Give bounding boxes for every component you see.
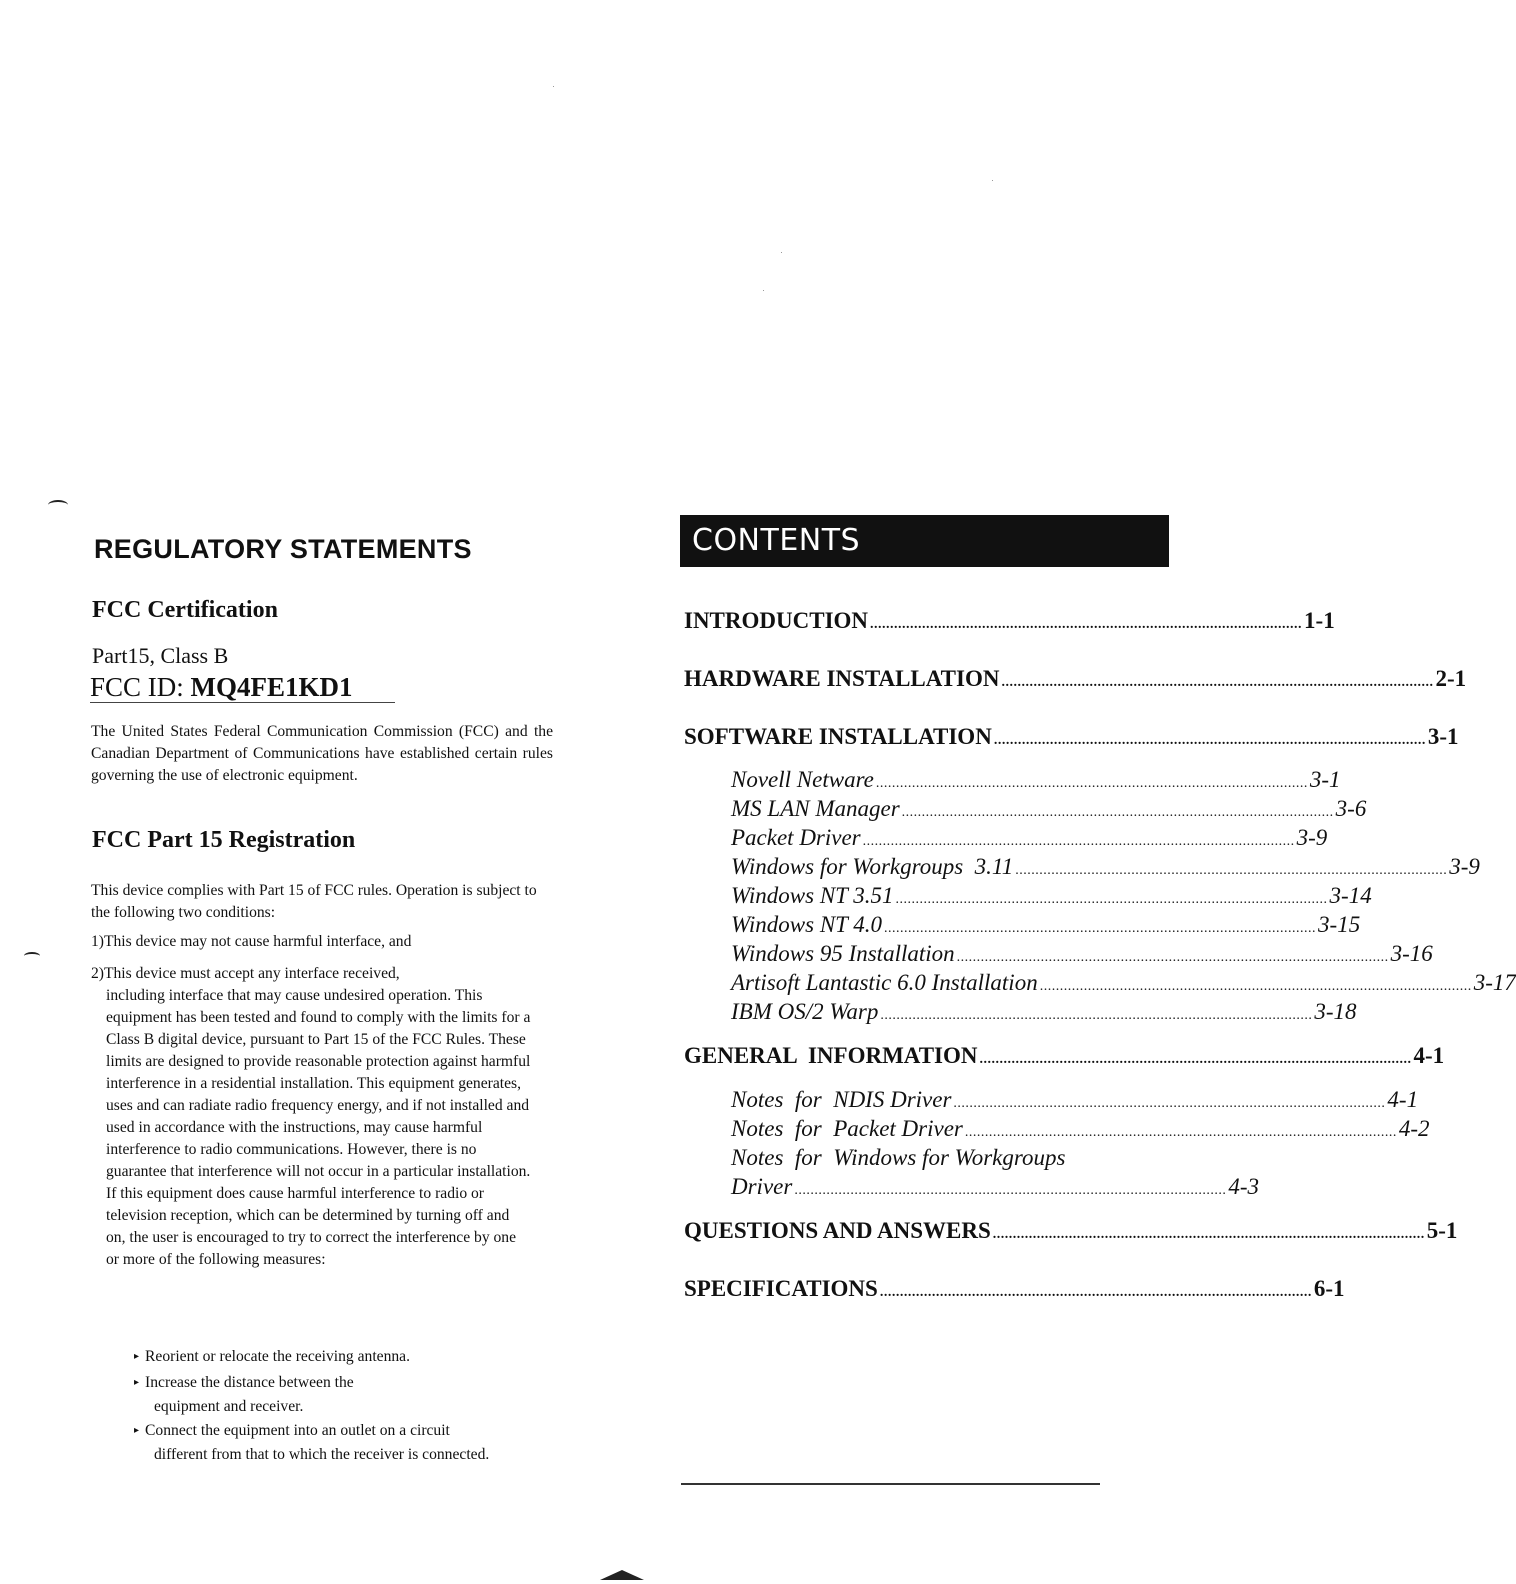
toc-page-number: 3-16 bbox=[1390, 941, 1433, 966]
contents-banner bbox=[680, 515, 1169, 567]
fcc-certification-heading: FCC Certification bbox=[92, 597, 278, 623]
bullet-icon: ▸ bbox=[134, 1377, 140, 1388]
toc-label: Driver bbox=[731, 1174, 793, 1199]
toc-leader-dots: ............................................................................................................ bbox=[956, 950, 1389, 965]
toc-leader-dots: ............................................................................................................ bbox=[901, 805, 1334, 820]
toc-label: INTRODUCTION bbox=[684, 608, 869, 633]
toc-label: Windows 95 Installation bbox=[731, 941, 955, 966]
toc-entry-specifications[interactable] bbox=[684, 1276, 1345, 1302]
part-class-text: Part15, Class B bbox=[92, 643, 229, 668]
fcc-id-label: FCC ID: bbox=[90, 672, 191, 702]
bullet-text: Reorient or relocate the receiving antenna. bbox=[145, 1348, 410, 1365]
toc-page-number: 3-17 bbox=[1473, 970, 1516, 995]
toc-leader-dots: ............................................................................................................ bbox=[879, 1285, 1312, 1300]
toc-entry-software-installation[interactable] bbox=[684, 724, 1459, 750]
toc-leader-dots: ............................................................................................................ bbox=[862, 834, 1295, 849]
toc-subentry-notes-wfw[interactable]: Notes for Windows for Workgroups bbox=[731, 1145, 1066, 1170]
toc-page-number: 3-9 bbox=[1449, 854, 1480, 879]
toc-label: SPECIFICATIONS bbox=[684, 1276, 878, 1301]
toc-page-number: 4-1 bbox=[1387, 1087, 1419, 1112]
toc-leader-dots: ............................................................................................................ bbox=[1015, 863, 1448, 878]
toc-leader-dots: ............................................................................................................ bbox=[964, 1125, 1397, 1140]
toc-label: Notes for NDIS Driver bbox=[731, 1087, 952, 1112]
toc-subentry-notes-ndis[interactable] bbox=[731, 1087, 1419, 1113]
toc-label: Packet Driver bbox=[731, 825, 861, 850]
measure-bullet bbox=[134, 1372, 534, 1418]
toc-subentry-artisoft-lantastic[interactable] bbox=[731, 970, 1516, 996]
toc-label: QUESTIONS AND ANSWERS bbox=[684, 1218, 991, 1243]
toc-subentry-windows-for-workgroups[interactable] bbox=[731, 854, 1480, 880]
toc-label: HARDWARE INSTALLATION bbox=[684, 666, 1000, 691]
toc-entry-questions-answers[interactable] bbox=[684, 1218, 1458, 1244]
condition-1: 1)This device may not cause harmful interface, and bbox=[91, 933, 412, 950]
toc-page-number: 1-1 bbox=[1304, 608, 1335, 633]
fcc-id-line bbox=[90, 672, 353, 703]
scan-mark-top-left bbox=[48, 500, 68, 510]
comply-paragraph: This device complies with Part 15 of FCC rules. Operation is subject to the following two conditions: bbox=[91, 882, 537, 921]
condition-2-lead: 2)This device must accept any interface received, bbox=[91, 965, 400, 982]
scan-speck bbox=[553, 86, 554, 87]
scan-speck bbox=[781, 252, 782, 253]
toc-page-number: 6-1 bbox=[1313, 1276, 1345, 1301]
toc-subentry-windows-95[interactable] bbox=[731, 941, 1433, 967]
toc-leader-dots: ............................................................................................................ bbox=[1039, 979, 1472, 994]
scan-mark-left bbox=[24, 952, 40, 960]
measure-bullet bbox=[134, 1420, 534, 1466]
toc-leader-dots: ............................................................................................................ bbox=[992, 1227, 1425, 1242]
toc-leader-dots: ............................................................................................................ bbox=[979, 1052, 1412, 1067]
contents-title: CONTENTS bbox=[692, 523, 861, 558]
toc-page-number: 2-1 bbox=[1435, 666, 1467, 691]
toc-page-number: 3-14 bbox=[1329, 883, 1372, 908]
toc-subentry-windows-nt-351[interactable] bbox=[731, 883, 1372, 909]
bullet-continuation: equipment and receiver. bbox=[154, 1398, 304, 1415]
toc-leader-dots: ............................................................................................................ bbox=[875, 776, 1308, 791]
toc-label: IBM OS/2 Warp bbox=[731, 999, 879, 1024]
bullet-continuation: different from that to which the receiver is connected. bbox=[154, 1446, 490, 1463]
toc-page-number: 3-1 bbox=[1309, 767, 1341, 792]
toc-subentry-windows-nt-40[interactable] bbox=[731, 912, 1361, 938]
toc-leader-dots: ............................................................................................................ bbox=[870, 617, 1303, 632]
toc-subentry-packet-driver[interactable] bbox=[731, 825, 1328, 851]
toc-leader-dots: ............................................................................................................ bbox=[794, 1183, 1227, 1198]
toc-subentry-ms-lan-manager[interactable] bbox=[731, 796, 1367, 822]
condition-2 bbox=[91, 963, 531, 1271]
fcc-id-value: MQ4FE1KD1 bbox=[190, 672, 353, 702]
measure-bullet bbox=[134, 1346, 534, 1370]
toc-subentry-ibm-os2-warp[interactable] bbox=[731, 999, 1357, 1025]
toc-page-number: 3-15 bbox=[1318, 912, 1361, 937]
scan-speck bbox=[992, 180, 993, 181]
toc-label: Windows NT 3.51 bbox=[731, 883, 894, 908]
bullet-icon: ▸ bbox=[134, 1425, 140, 1436]
toc-subentry-notes-packet[interactable] bbox=[731, 1116, 1430, 1142]
toc-label: GENERAL INFORMATION bbox=[684, 1043, 978, 1068]
toc-page-number: 5-1 bbox=[1426, 1218, 1458, 1243]
regulatory-statements-title: REGULATORY STATEMENTS bbox=[94, 534, 472, 564]
bullet-icon: ▸ bbox=[134, 1351, 140, 1362]
toc-label: MS LAN Manager bbox=[731, 796, 900, 821]
toc-leader-dots: ............................................................................................................ bbox=[880, 1008, 1313, 1023]
toc-entry-general-information[interactable] bbox=[684, 1043, 1445, 1069]
toc-entry-hardware-installation[interactable] bbox=[684, 666, 1467, 692]
toc-leader-dots: ............................................................................................................ bbox=[895, 892, 1328, 907]
toc-leader-dots: ............................................................................................................ bbox=[884, 921, 1317, 936]
toc-leader-dots: ............................................................................................................ bbox=[1001, 675, 1434, 690]
toc-label: Notes for Packet Driver bbox=[731, 1116, 963, 1141]
toc-page-number: 3-9 bbox=[1296, 825, 1328, 850]
toc-page-number: 3-1 bbox=[1427, 724, 1459, 749]
toc-page-number: 3-6 bbox=[1335, 796, 1367, 821]
toc-label: Windows for Workgroups 3.11 bbox=[731, 854, 1014, 879]
toc-entry-introduction[interactable] bbox=[684, 608, 1335, 634]
toc-subentry-novell-netware[interactable] bbox=[731, 767, 1341, 793]
scan-mark-bottom bbox=[600, 1570, 644, 1580]
toc-page-number: 4-3 bbox=[1228, 1174, 1259, 1199]
fcc-id-underline bbox=[90, 702, 395, 703]
toc-page-number: 3-18 bbox=[1314, 999, 1357, 1024]
intro-paragraph: The United States Federal Communication Commission (FCC) and the Canadian Department of Communications have established certain rules governing the use of electronic equipment. bbox=[91, 723, 553, 784]
condition-2-body: including interface that may cause undesired operation. This equipment has been tested and found to comply with the limits for a Class B digital device, pursuant to Part 15 of the FCC Rules. These limits are designed to provide reasonable protection against harmful interference in a residential installation. This equipment generates, uses and can radiate radio frequency energy, and if not installed and used in accordance with the instructions, may cause harmful interference to radio communications. However, there is no guarantee that interference will not occur in a particular installation. If this equipment does cause harmful interference to radio or television reception, which can be determined by turning off and on, the user is encouraged to try to correct the interference by one or more of the following measures: bbox=[106, 987, 531, 1268]
toc-leader-dots: ............................................................................................................ bbox=[953, 1096, 1386, 1111]
part15-registration-heading: FCC Part 15 Registration bbox=[92, 827, 356, 853]
toc-label: Artisoft Lantastic 6.0 Installation bbox=[731, 970, 1038, 995]
bullet-text: Connect the equipment into an outlet on a circuit bbox=[145, 1422, 450, 1439]
toc-label: Windows NT 4.0 bbox=[731, 912, 883, 937]
toc-page-number: 4-2 bbox=[1398, 1116, 1430, 1141]
footer-rule bbox=[681, 1483, 1100, 1485]
bullet-text: Increase the distance between the bbox=[145, 1374, 354, 1391]
toc-label: Novell Netware bbox=[731, 767, 874, 792]
toc-leader-dots: ............................................................................................................ bbox=[993, 733, 1426, 748]
toc-label: SOFTWARE INSTALLATION bbox=[684, 724, 992, 749]
scan-speck bbox=[763, 290, 764, 291]
toc-page-number: 4-1 bbox=[1413, 1043, 1445, 1068]
toc-subentry-notes-wfw-driver[interactable] bbox=[731, 1174, 1259, 1200]
